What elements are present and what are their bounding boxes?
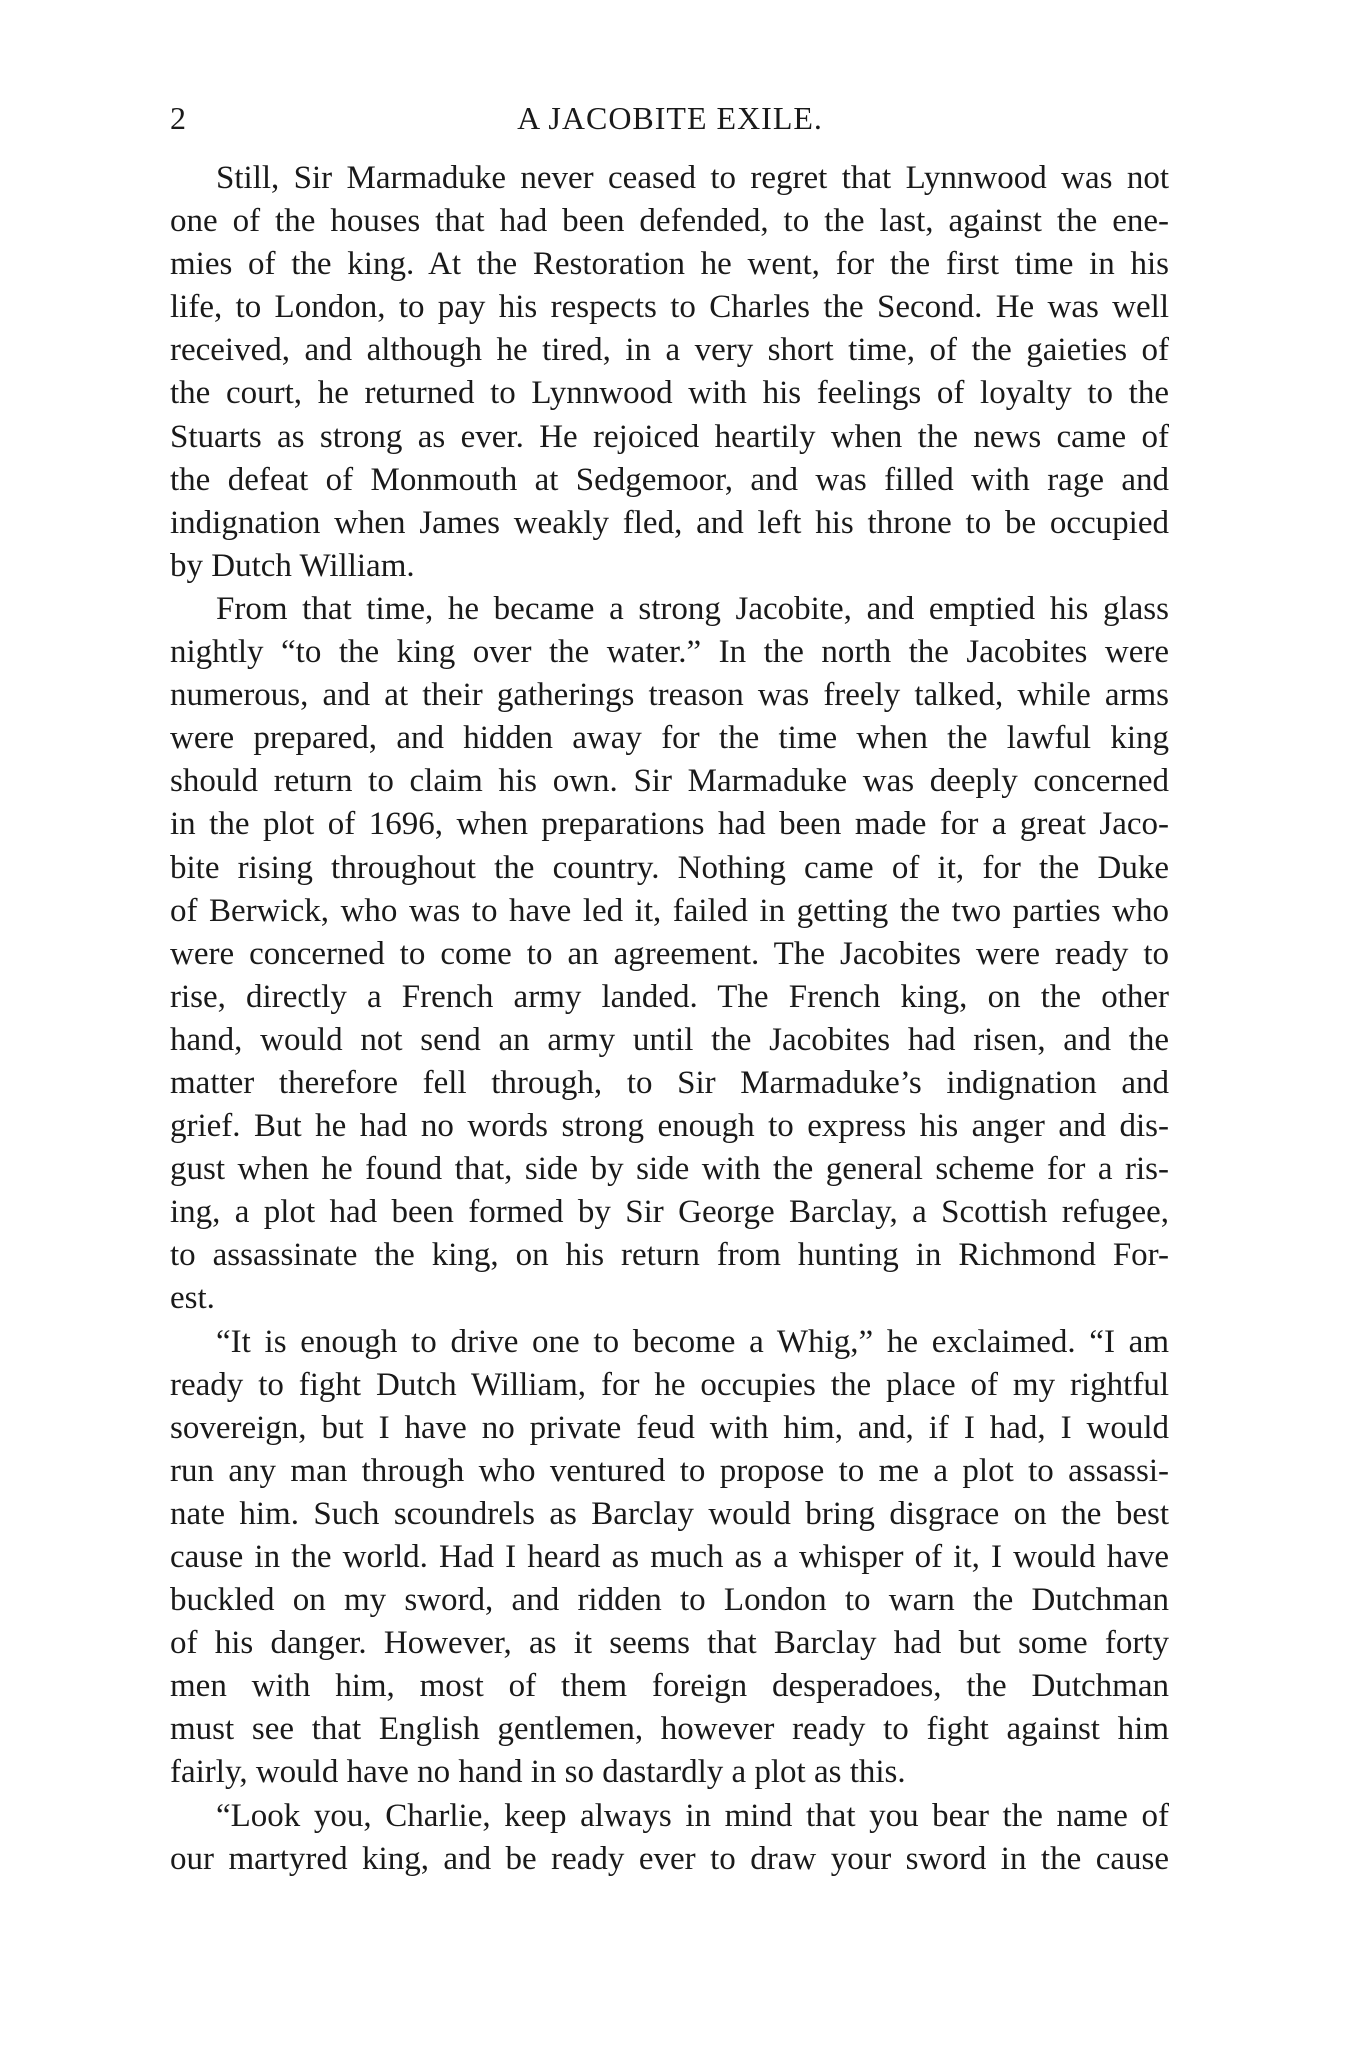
text-line: est. bbox=[170, 1280, 215, 1317]
text-line: hand, would not send an army until the Jacobites had risen, and the bbox=[170, 1021, 1169, 1058]
body-text bbox=[170, 157, 1169, 1881]
text-line: Stuarts as strong as ever. He rejoiced heartily when the news came of bbox=[170, 418, 1169, 455]
text-line: should return to claim his own. Sir Marmaduke was deeply concerned bbox=[170, 763, 1169, 800]
page-number: 2 bbox=[170, 100, 186, 136]
text-line: ready to fight Dutch William, for he occupies the place of my rightful bbox=[170, 1366, 1169, 1403]
text-line: cause in the world. Had I heard as much as a whisper of it, I would have bbox=[170, 1539, 1169, 1575]
text-line: rise, directly a French army landed. The French king, on the other bbox=[170, 978, 1169, 1015]
text-line: were prepared, and hidden away for the time when the lawful king bbox=[170, 720, 1169, 757]
text-line: buckled on my sword, and ridden to London to warn the Dutchman bbox=[170, 1582, 1169, 1619]
text-line: must see that English gentlemen, however ready to fight against him bbox=[170, 1711, 1169, 1748]
text-line: Still, Sir Marmaduke never ceased to regret that Lynnwood was not bbox=[216, 160, 1169, 196]
text-line: “It is enough to drive one to become a Whig,” he exclaimed. “I am bbox=[216, 1323, 1169, 1360]
text-line: numerous, and at their gatherings treason was freely talked, while arms bbox=[170, 677, 1169, 714]
text-line: mies of the king. At the Restoration he went, for the first time in his bbox=[170, 246, 1169, 283]
text-line: grief. But he had no words strong enough to express his anger and dis- bbox=[170, 1108, 1169, 1145]
text-line: received, and although he tired, in a very short time, of the gaieties of bbox=[170, 332, 1169, 369]
text-line: “Look you, Charlie, keep always in mind that you bear the name of bbox=[216, 1797, 1169, 1834]
text-line: sovereign, but I have no private feud with him, and, if I had, I would bbox=[170, 1409, 1169, 1446]
text-line: bite rising throughout the country. Nothing came of it, for the Duke bbox=[170, 849, 1169, 886]
paragraph bbox=[170, 1795, 1169, 1881]
text-line: run any man through who ventured to propose to me a plot to assassi- bbox=[170, 1452, 1169, 1489]
text-line: in the plot of 1696, when preparations had been made for a great Jaco- bbox=[170, 806, 1169, 843]
text-line: matter therefore fell through, to Sir Marmaduke’s indignation and bbox=[170, 1064, 1169, 1101]
text-line: life, to London, to pay his respects to Charles the Second. He was well bbox=[170, 289, 1169, 326]
text-line: indignation when James weakly fled, and left his throne to be occupied bbox=[170, 504, 1169, 541]
text-line: the defeat of Monmouth at Sedgemoor, and was filled with rage and bbox=[170, 461, 1169, 498]
text-line: From that time, he became a strong Jacobite, and emptied his glass bbox=[216, 590, 1169, 627]
text-line: ing, a plot had been formed by Sir George Barclay, a Scottish refugee, bbox=[170, 1194, 1169, 1231]
text-line: nate him. Such scoundrels as Barclay would bring disgrace on the best bbox=[170, 1495, 1169, 1532]
text-line: nightly “to the king over the water.” In the north the Jacobites were bbox=[170, 634, 1169, 671]
paragraph bbox=[170, 1321, 1169, 1795]
text-line: of Berwick, who was to have led it, failed in getting the two parties who bbox=[170, 892, 1169, 929]
text-line: of his danger. However, as it seems that Barclay had but some forty bbox=[170, 1625, 1169, 1662]
running-title: A JACOBITE EXILE. bbox=[517, 100, 823, 136]
text-line: men with him, most of them foreign desperadoes, the Dutchman bbox=[170, 1668, 1169, 1705]
text-line: by Dutch William. bbox=[170, 547, 415, 584]
text-line: to assassinate the king, on his return from hunting in Richmond For- bbox=[170, 1237, 1169, 1274]
text-line: gust when he found that, side by side with the general scheme for a ris- bbox=[170, 1151, 1169, 1188]
running-head bbox=[170, 98, 1170, 138]
text-line: our martyred king, and be ready ever to draw your sword in the cause bbox=[170, 1840, 1169, 1877]
text-line: one of the houses that had been defended, to the last, against the ene- bbox=[170, 203, 1169, 240]
text-line: the court, he returned to Lynnwood with his feelings of loyalty to the bbox=[170, 375, 1169, 412]
paragraph bbox=[170, 588, 1169, 1321]
text-line: fairly, would have no hand in so dastardly a plot as this. bbox=[170, 1754, 906, 1791]
paragraph bbox=[170, 157, 1169, 588]
text-line: were concerned to come to an agreement. The Jacobites were ready to bbox=[170, 935, 1169, 972]
